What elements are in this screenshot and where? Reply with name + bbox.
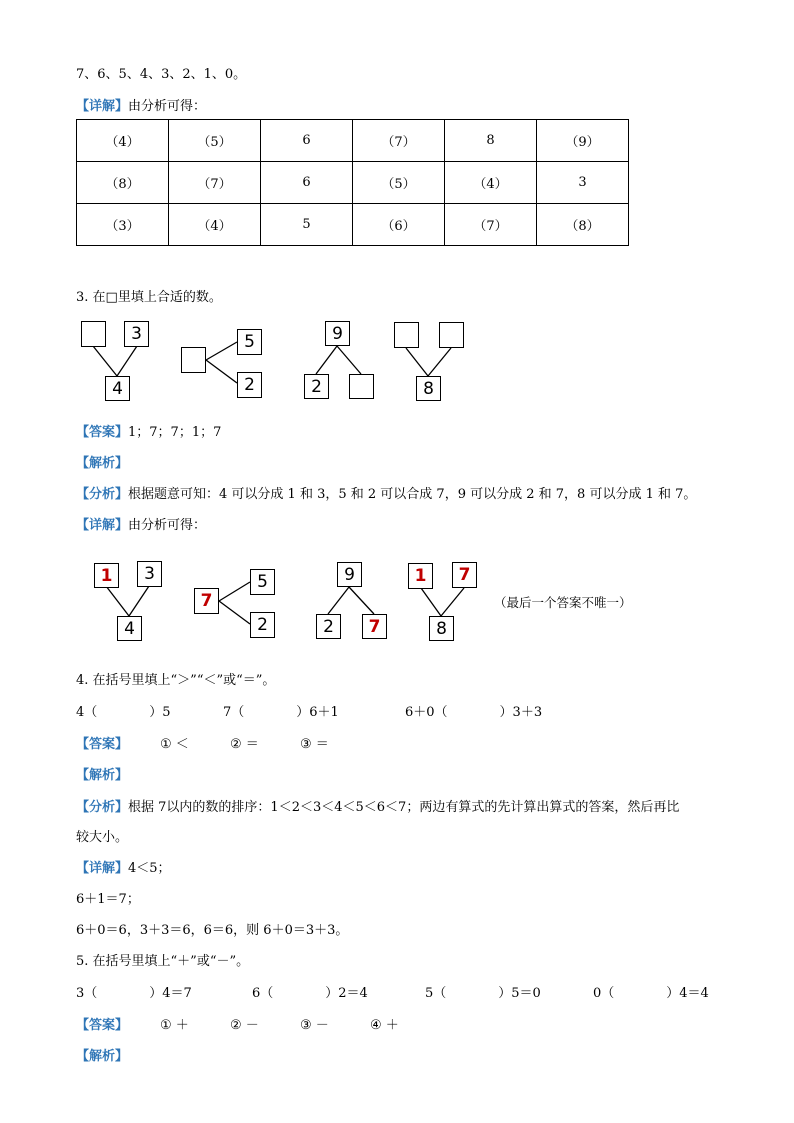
table-cell: （3） [77,204,169,246]
table-cell: （4） [445,162,537,204]
number-box: 2 [237,372,262,398]
circled-number: ④ [370,1018,382,1033]
q4-analysis [76,796,679,815]
table-cell: （5） [353,162,445,204]
answer-number: 7 [200,591,213,611]
answer-box [408,563,433,589]
circled-number: ① [160,1018,172,1033]
number-box: 9 [337,562,362,587]
answer-symbol: － [245,1018,259,1033]
answer-tag: 【答案】 [76,737,129,752]
analysis-tag: 【分析】 [76,800,129,815]
q4-answer-3 [300,733,329,752]
answer-number: 7 [368,616,381,637]
q5-item-3: 5（ ）5＝0 [425,986,541,1001]
q4-answer-2 [230,733,259,752]
table-cell: （8） [77,162,169,204]
number-box: 3 [124,321,149,347]
table-cell: 5 [261,204,353,246]
q4-detail-3: 6＋0＝6，3＋3＝6，6＝6，则 6＋0＝3＋3。 [76,923,349,938]
number-box: 4 [105,376,130,401]
blank-box [81,321,106,347]
q5-item-2: 6（ ）2＝4 [252,986,368,1001]
answer-box [94,563,119,588]
table-cell: 6 [261,162,353,204]
detail-line-1 [76,95,206,114]
blank-box [181,347,206,373]
answer-symbol: ＝ [315,737,329,752]
table-row [77,120,629,162]
q5-item-1: 3（ ）4＝7 [76,986,192,1001]
q3-jiexi: 【解析】 [76,456,129,471]
q4-title: 4. 在括号里填上“＞”“＜”或“＝”。 [76,673,276,688]
table-cell: 8 [445,120,537,162]
q5-answer-2 [230,1014,259,1033]
q4-analysis-cont: 较大小。 [76,830,129,845]
q3-answer [76,421,221,440]
q4-detail-2: 6＋1＝7； [76,892,140,907]
q4-jiexi: 【解析】 [76,768,129,783]
table-cell: （5） [169,120,261,162]
table-cell: （7） [445,204,537,246]
blank-box [439,322,464,348]
table-row [77,162,629,204]
blank-box [349,374,374,399]
number-box: 5 [237,329,262,355]
number-box: 9 [325,321,350,346]
number-box: 2 [304,374,329,399]
blank-box [394,322,419,348]
table-cell: 3 [537,162,629,204]
analysis-text: 根据 7以内的数的排序：1＜2＜3＜4＜5＜6＜7；两边有算式的先计算出算式的答案，然后再比 [128,800,680,815]
detail-tag: 【详解】 [76,99,129,114]
answer-box [362,614,387,639]
q3-analysis [76,483,696,502]
q4-item-2: 7（ ）6＋1 [223,705,339,720]
number-box: 2 [250,612,275,638]
number-box: 3 [137,561,162,587]
q4-detail [76,857,171,876]
answer-box [452,562,477,588]
answer-number: 7 [458,565,471,585]
table-cell: （4） [77,120,169,162]
q5-jiexi: 【解析】 [76,1049,129,1064]
q5-answer [76,1014,128,1033]
number-box: 2 [316,614,341,639]
answer-text: 1；7；7；1；7 [128,425,222,440]
circled-number: ① [160,737,172,752]
answer-number: 1 [414,566,427,586]
circled-number: ② [230,1018,242,1033]
circled-number: ③ [300,737,312,752]
number-box: 4 [117,616,142,641]
detail-text: 由分析可得： [128,99,207,114]
circled-number: ② [230,737,242,752]
answer-tag: 【答案】 [76,1018,129,1033]
answer-tag: 【答案】 [76,425,129,440]
table-cell: 6 [261,120,353,162]
table-cell: （7） [353,120,445,162]
table-cell: （4） [169,204,261,246]
detail-tag: 【详解】 [76,518,129,533]
q5-answer-3 [300,1014,329,1033]
table-cell: （7） [169,162,261,204]
q4-answer-1 [160,733,189,752]
table-cell: （8） [537,204,629,246]
circled-number: ③ [300,1018,312,1033]
answer-number: 1 [100,565,113,586]
q4-item-3: 6＋0（ ）3＋3 [405,705,543,720]
detail-text: 由分析可得： [128,518,207,533]
note-text: （最后一个答案不唯一） [494,595,632,610]
answer-symbol: － [315,1018,329,1033]
table-cell: （9） [537,120,629,162]
number-box: 5 [250,569,275,595]
table-cell: （6） [353,204,445,246]
q4-answer [76,733,128,752]
answer-table [76,119,629,246]
q3-title: 3. 在□里填上合适的数。 [76,290,222,305]
answer-symbol: ＋ [175,1018,189,1033]
q5-answer-1 [160,1014,189,1033]
sequence-line: 7、6、5、4、3、2、1、0。 [76,67,247,82]
q3-detail [76,514,206,533]
number-box: 8 [429,616,454,641]
q4-item-1: 4（ ）5 [76,705,171,720]
answer-box [194,588,219,614]
detail-tag: 【详解】 [76,861,129,876]
q5-item-4: 0（ ）4＝4 [593,986,709,1001]
analysis-tag: 【分析】 [76,487,129,502]
q5-answer-4 [370,1014,399,1033]
analysis-text: 根据题意可知：4 可以分成 1 和 3，5 和 2 可以合成 7，9 可以分成 2 和 7，8 可以分成 1 和 7。 [128,487,697,502]
detail-text: 4＜5； [128,861,171,876]
table-row [77,204,629,246]
number-box: 8 [416,376,441,401]
answer-symbol: ＜ [175,737,189,752]
answer-symbol: ＋ [385,1018,399,1033]
answer-symbol: ＝ [245,737,259,752]
q5-title: 5. 在括号里填上“＋”或“－”。 [76,954,250,969]
